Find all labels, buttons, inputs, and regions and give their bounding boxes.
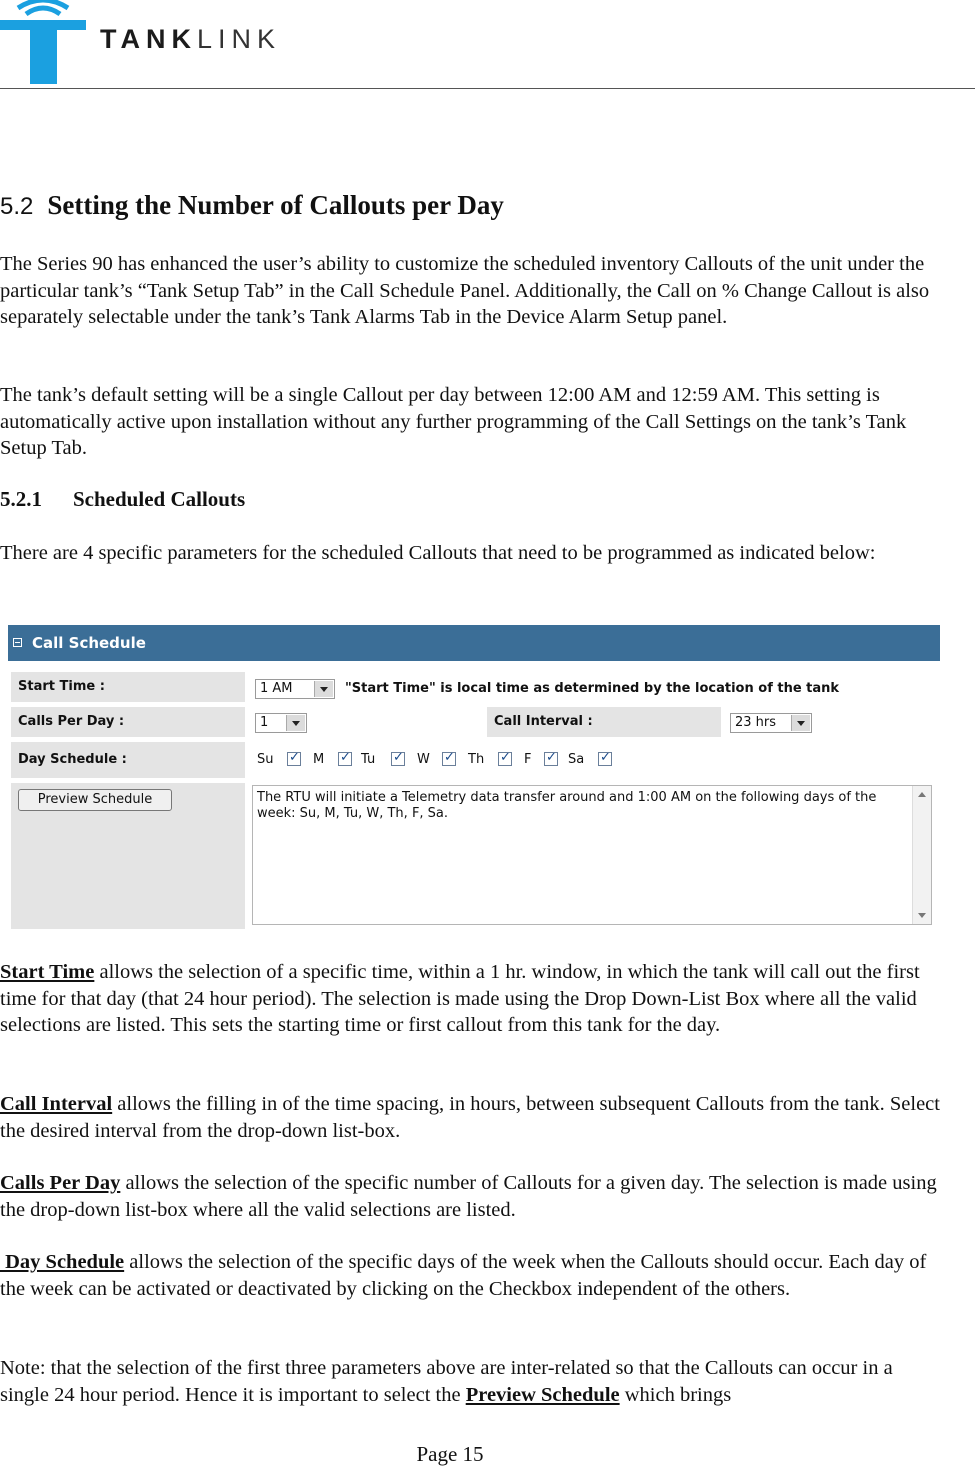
section-title: 5.2 Setting the Number of Callouts per Day [0, 190, 504, 220]
day-label-f: F [524, 752, 532, 767]
page-number: Page 15 [416, 1442, 484, 1466]
day-label-th: Th [468, 752, 485, 767]
day-schedule-term: Day Schedule [0, 1251, 125, 1273]
preview-text: The RTU will initiate a Telemetry data transfer around and 1:00 AM on the following days of the week: Su, M, Tu, W, Th, F, Sa. [257, 790, 877, 821]
brand-name: TANKLINK [100, 24, 282, 54]
day-schedule-definition: Day Schedule allows the selection of the specific days of the week when the Callouts should occur. Each day of the week can be activated or deactivated by clicking on the Checkbox independent of the others. [0, 1251, 927, 1300]
checkbox-f[interactable] [544, 752, 558, 766]
subsection-title: 5.2.1 Scheduled Callouts [0, 487, 246, 511]
checkbox-tu[interactable] [391, 752, 405, 766]
day-label-m: M [313, 752, 325, 767]
call-interval-definition: Call Interval allows the filling in of the time spacing, in hours, between subsequent Callouts from the tank. Select the desired interval from the drop-down list-box. [0, 1093, 940, 1142]
calls-per-day-term: Calls Per Day [0, 1172, 121, 1194]
intro-paragraph: The Series 90 has enhanced the user’s ability to customize the scheduled inventory Callouts of the unit under the particular tank’s “Tank Setup Tab” in the Call Schedule Panel. Additionally, the Call on % Change Callout is also separately selectable under the tank’s Tank Alarms Tab in the Device Alarm Setup panel. [0, 253, 930, 328]
collapse-icon[interactable] [13, 638, 22, 647]
calls-per-day-definition: Calls Per Day allows the selection of the specific number of Callouts for a given day. The selection is made using the drop-down list-box where all the valid selections are listed. [0, 1172, 937, 1221]
day-schedule-label: Day Schedule : [11, 742, 245, 778]
calls-per-day-select[interactable]: 1 [255, 713, 307, 733]
preview-schedule-button[interactable]: Preview Schedule [18, 789, 172, 811]
start-time-note: "Start Time" is local time as determined by the location of the tank [345, 681, 840, 696]
checkbox-w[interactable] [442, 752, 456, 766]
day-label-su: Su [257, 752, 274, 767]
parameters-paragraph: There are 4 specific parameters for the scheduled Callouts that need to be programmed as indicated below: [0, 542, 876, 564]
panel-header[interactable] [8, 625, 940, 661]
day-label-w: W [417, 752, 430, 767]
preview-textarea[interactable] [252, 785, 932, 925]
preview-schedule-term: Preview Schedule [465, 1383, 620, 1406]
start-time-label: Start Time : [11, 672, 245, 702]
panel-title: Call Schedule [32, 634, 146, 652]
chevron-down-icon[interactable] [286, 715, 305, 731]
note-paragraph: Note: that the selection of the first three parameters above are inter-related so that the Callouts can occur in a single 24 hour period. Hence it is important to select the Preview Schedule which brings [0, 1357, 893, 1406]
checkbox-th[interactable] [498, 752, 512, 766]
checkbox-su[interactable] [287, 752, 301, 766]
call-interval-term: Call Interval [0, 1093, 113, 1115]
page-header [0, 0, 975, 90]
start-time-select[interactable]: 1 AM [255, 679, 335, 699]
default-setting-paragraph: The tank’s default setting will be a single Callout per day between 12:00 AM and 12:59 AM. This setting is automatically active upon installation without any further programming of the Call Settings on the tank’s Tank Setup Tab. [0, 384, 907, 459]
day-label-tu: Tu [361, 752, 376, 767]
day-label-sa: Sa [568, 752, 585, 767]
checkbox-m[interactable] [338, 752, 352, 766]
start-time-definition: Start Time allows the selection of a specific time, within a 1 hr. window, in which the tank will call out the first time for that day (that 24 hour period). The selection is made using the Drop Down-List Box where all the valid selections are listed. This sets the starting time or first callout from this tank for the day. [0, 961, 920, 1036]
checkbox-sa[interactable] [598, 752, 612, 766]
scroll-down-icon[interactable] [918, 913, 926, 918]
call-interval-label: Call Interval : [487, 707, 721, 737]
calls-per-day-label: Calls Per Day : [11, 707, 245, 737]
scrollbar[interactable] [912, 786, 931, 924]
start-time-term: Start Time [0, 961, 95, 983]
chevron-down-icon[interactable] [314, 681, 333, 697]
scroll-up-icon[interactable] [918, 792, 926, 797]
call-interval-select[interactable]: 23 hrs [730, 713, 812, 733]
tanklink-logo-icon [0, 0, 90, 86]
call-schedule-panel [8, 625, 940, 932]
chevron-down-icon[interactable] [791, 715, 810, 731]
header-divider [0, 88, 975, 89]
